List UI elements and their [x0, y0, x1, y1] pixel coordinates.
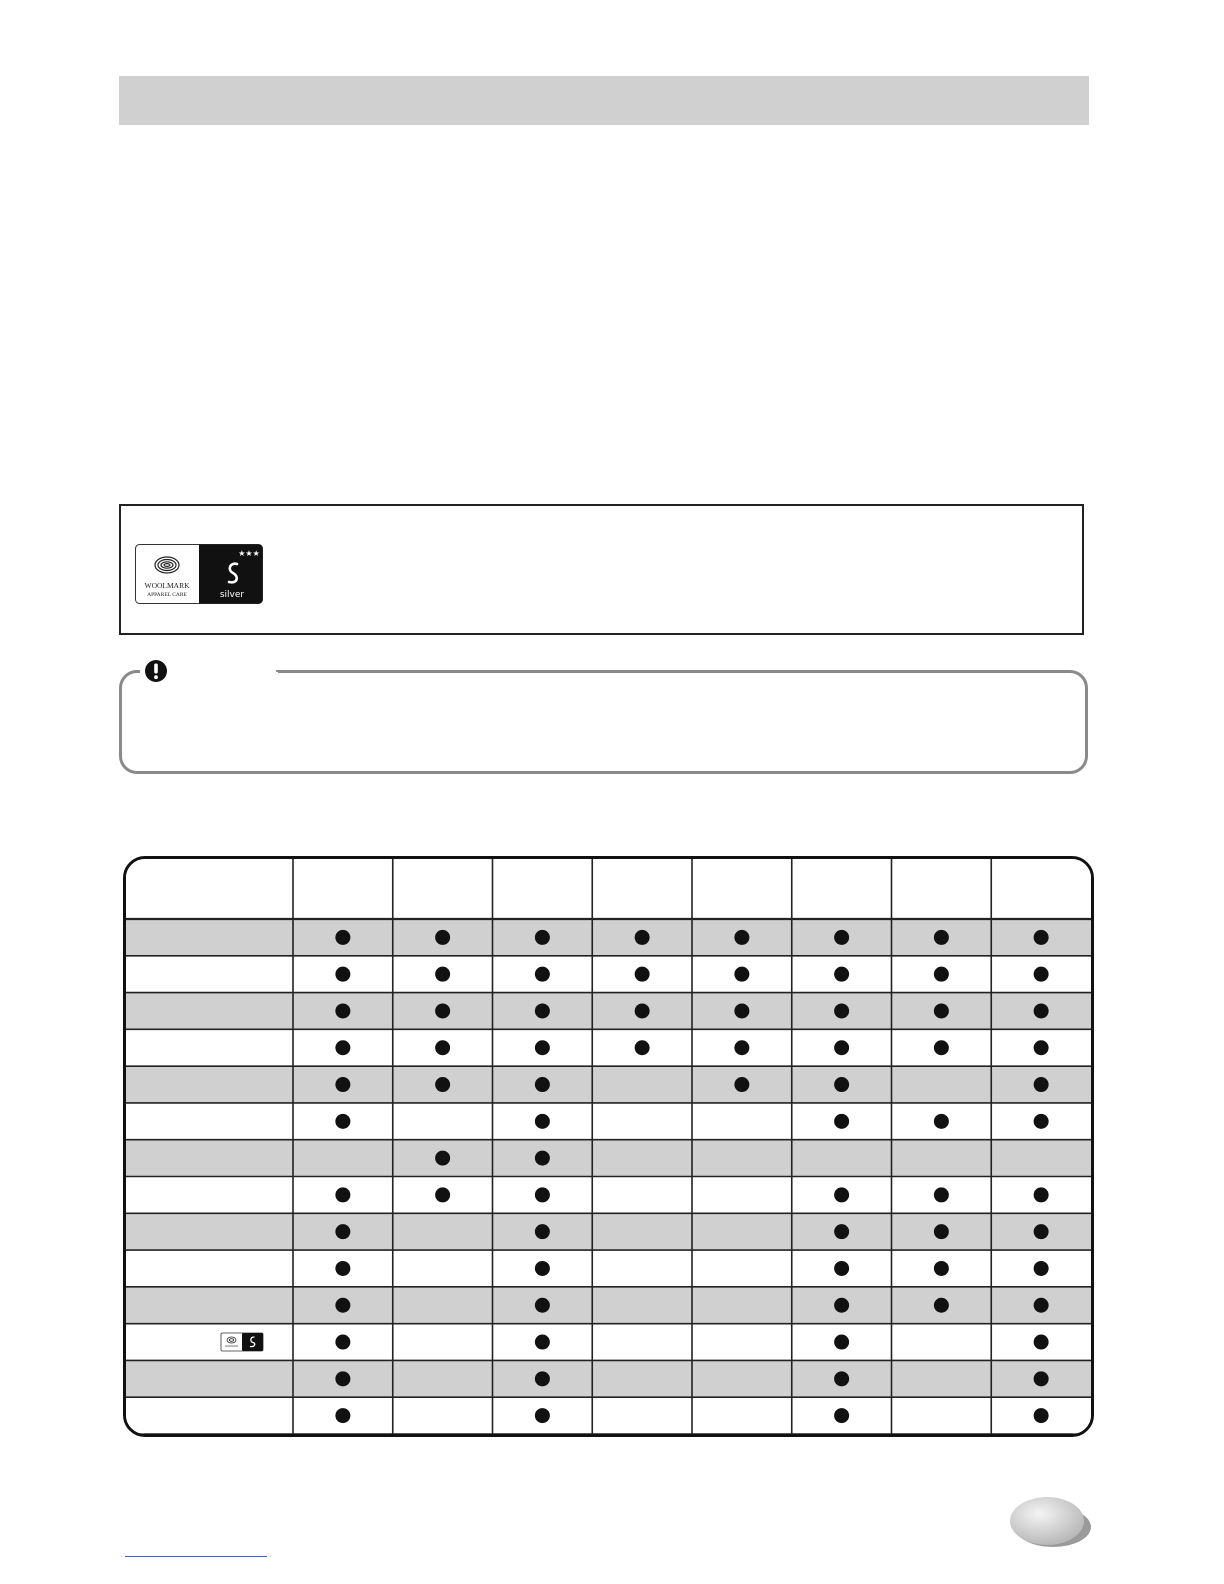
compatibility-dot — [635, 1003, 650, 1018]
compatibility-dot — [1034, 1298, 1049, 1313]
compatibility-dot — [535, 1114, 550, 1129]
compatibility-dot — [335, 1224, 350, 1239]
compatibility-dot — [1034, 1077, 1049, 1092]
compatibility-dot — [635, 1040, 650, 1055]
silver-stars: ★★★ — [238, 549, 260, 558]
compatibility-dot — [635, 967, 650, 982]
compatibility-dot — [834, 1077, 849, 1092]
compatibility-dot — [934, 1040, 949, 1055]
compatibility-dot — [834, 1114, 849, 1129]
page-number-oval — [1006, 1494, 1092, 1552]
note-title-rule — [276, 669, 1088, 675]
compatibility-dot — [834, 1371, 849, 1386]
compatibility-dot — [435, 930, 450, 945]
compatibility-dot — [834, 1408, 849, 1423]
compatibility-table — [123, 856, 1094, 1437]
compatibility-dot — [335, 1003, 350, 1018]
compatibility-dot — [535, 1151, 550, 1166]
compatibility-dot — [734, 930, 749, 945]
compatibility-grid — [126, 859, 1091, 1434]
compatibility-dot — [335, 1187, 350, 1202]
table-header-cell — [892, 859, 992, 919]
compatibility-dot — [934, 1261, 949, 1276]
table-row — [126, 1397, 1091, 1434]
exclamation-icon — [143, 658, 169, 684]
compatibility-dot — [834, 1003, 849, 1018]
compatibility-dot — [535, 1408, 550, 1423]
compatibility-dot — [435, 967, 450, 982]
compatibility-dot — [335, 1040, 350, 1055]
compatibility-dot — [535, 1187, 550, 1202]
compatibility-dot — [535, 1224, 550, 1239]
compatibility-dot — [335, 1298, 350, 1313]
compatibility-dot — [1034, 1003, 1049, 1018]
woolmark-logo — [135, 544, 263, 604]
compatibility-dot — [335, 1371, 350, 1386]
compatibility-dot — [1034, 930, 1049, 945]
compatibility-dot — [535, 930, 550, 945]
compatibility-dot — [734, 1003, 749, 1018]
table-row — [126, 1140, 1091, 1177]
compatibility-dot — [834, 1261, 849, 1276]
compatibility-dot — [834, 930, 849, 945]
compatibility-dot — [1034, 1187, 1049, 1202]
compatibility-dot — [734, 1077, 749, 1092]
compatibility-dot — [535, 1040, 550, 1055]
compatibility-dot — [734, 967, 749, 982]
table-header-cell — [792, 859, 892, 919]
compatibility-dot — [635, 930, 650, 945]
compatibility-dot — [934, 1224, 949, 1239]
compatibility-dot — [435, 1003, 450, 1018]
table-header-cell — [991, 859, 1091, 919]
table-row — [126, 1066, 1091, 1103]
compatibility-dot — [1034, 967, 1049, 982]
note-box — [119, 670, 1088, 774]
compatibility-dot — [834, 1335, 849, 1350]
table-header-cell — [592, 859, 692, 919]
table-header-cell — [692, 859, 792, 919]
compatibility-dot — [1034, 1114, 1049, 1129]
section-header-band — [119, 76, 1089, 125]
compatibility-dot — [934, 1187, 949, 1202]
compatibility-dot — [335, 930, 350, 945]
compatibility-dot — [834, 1040, 849, 1055]
table-header-cell — [126, 859, 293, 919]
woolmark-care-text: APPAREL CARE — [147, 592, 187, 598]
compatibility-dot — [1034, 1261, 1049, 1276]
compatibility-dot — [535, 967, 550, 982]
compatibility-dot — [535, 1003, 550, 1018]
compatibility-dot — [834, 967, 849, 982]
footer-rule — [125, 1556, 267, 1557]
table-header-cell — [293, 859, 393, 919]
compatibility-dot — [435, 1151, 450, 1166]
silver-label: silver — [219, 590, 245, 600]
compatibility-dot — [934, 1114, 949, 1129]
compatibility-dot — [934, 1298, 949, 1313]
compatibility-dot — [934, 967, 949, 982]
compatibility-dot — [335, 1077, 350, 1092]
compatibility-dot — [834, 1298, 849, 1313]
table-header-cell — [493, 859, 593, 919]
compatibility-dot — [535, 1077, 550, 1092]
compatibility-dot — [535, 1261, 550, 1276]
compatibility-dot — [834, 1224, 849, 1239]
mini-woolmark-logo — [221, 1333, 263, 1351]
compatibility-dot — [535, 1335, 550, 1350]
compatibility-dot — [335, 1335, 350, 1350]
compatibility-dot — [1034, 1408, 1049, 1423]
compatibility-dot — [1034, 1371, 1049, 1386]
compatibility-dot — [335, 1261, 350, 1276]
compatibility-dot — [435, 1077, 450, 1092]
table-row — [126, 1360, 1091, 1397]
compatibility-dot — [734, 1040, 749, 1055]
compatibility-dot — [535, 1298, 550, 1313]
table-header-cell — [393, 859, 493, 919]
compatibility-dot — [934, 930, 949, 945]
compatibility-dot — [335, 1408, 350, 1423]
compatibility-dot — [1034, 1224, 1049, 1239]
compatibility-dot — [435, 1187, 450, 1202]
compatibility-dot — [1034, 1335, 1049, 1350]
woolmark-brand-text: WOOLMARK — [144, 581, 190, 590]
compatibility-dot — [335, 967, 350, 982]
compatibility-dot — [834, 1187, 849, 1202]
compatibility-dot — [535, 1371, 550, 1386]
compatibility-dot — [435, 1040, 450, 1055]
woolmark-info-box — [119, 504, 1084, 635]
compatibility-dot — [934, 1003, 949, 1018]
compatibility-dot — [1034, 1040, 1049, 1055]
compatibility-dot — [335, 1114, 350, 1129]
table-row — [126, 1324, 1091, 1361]
